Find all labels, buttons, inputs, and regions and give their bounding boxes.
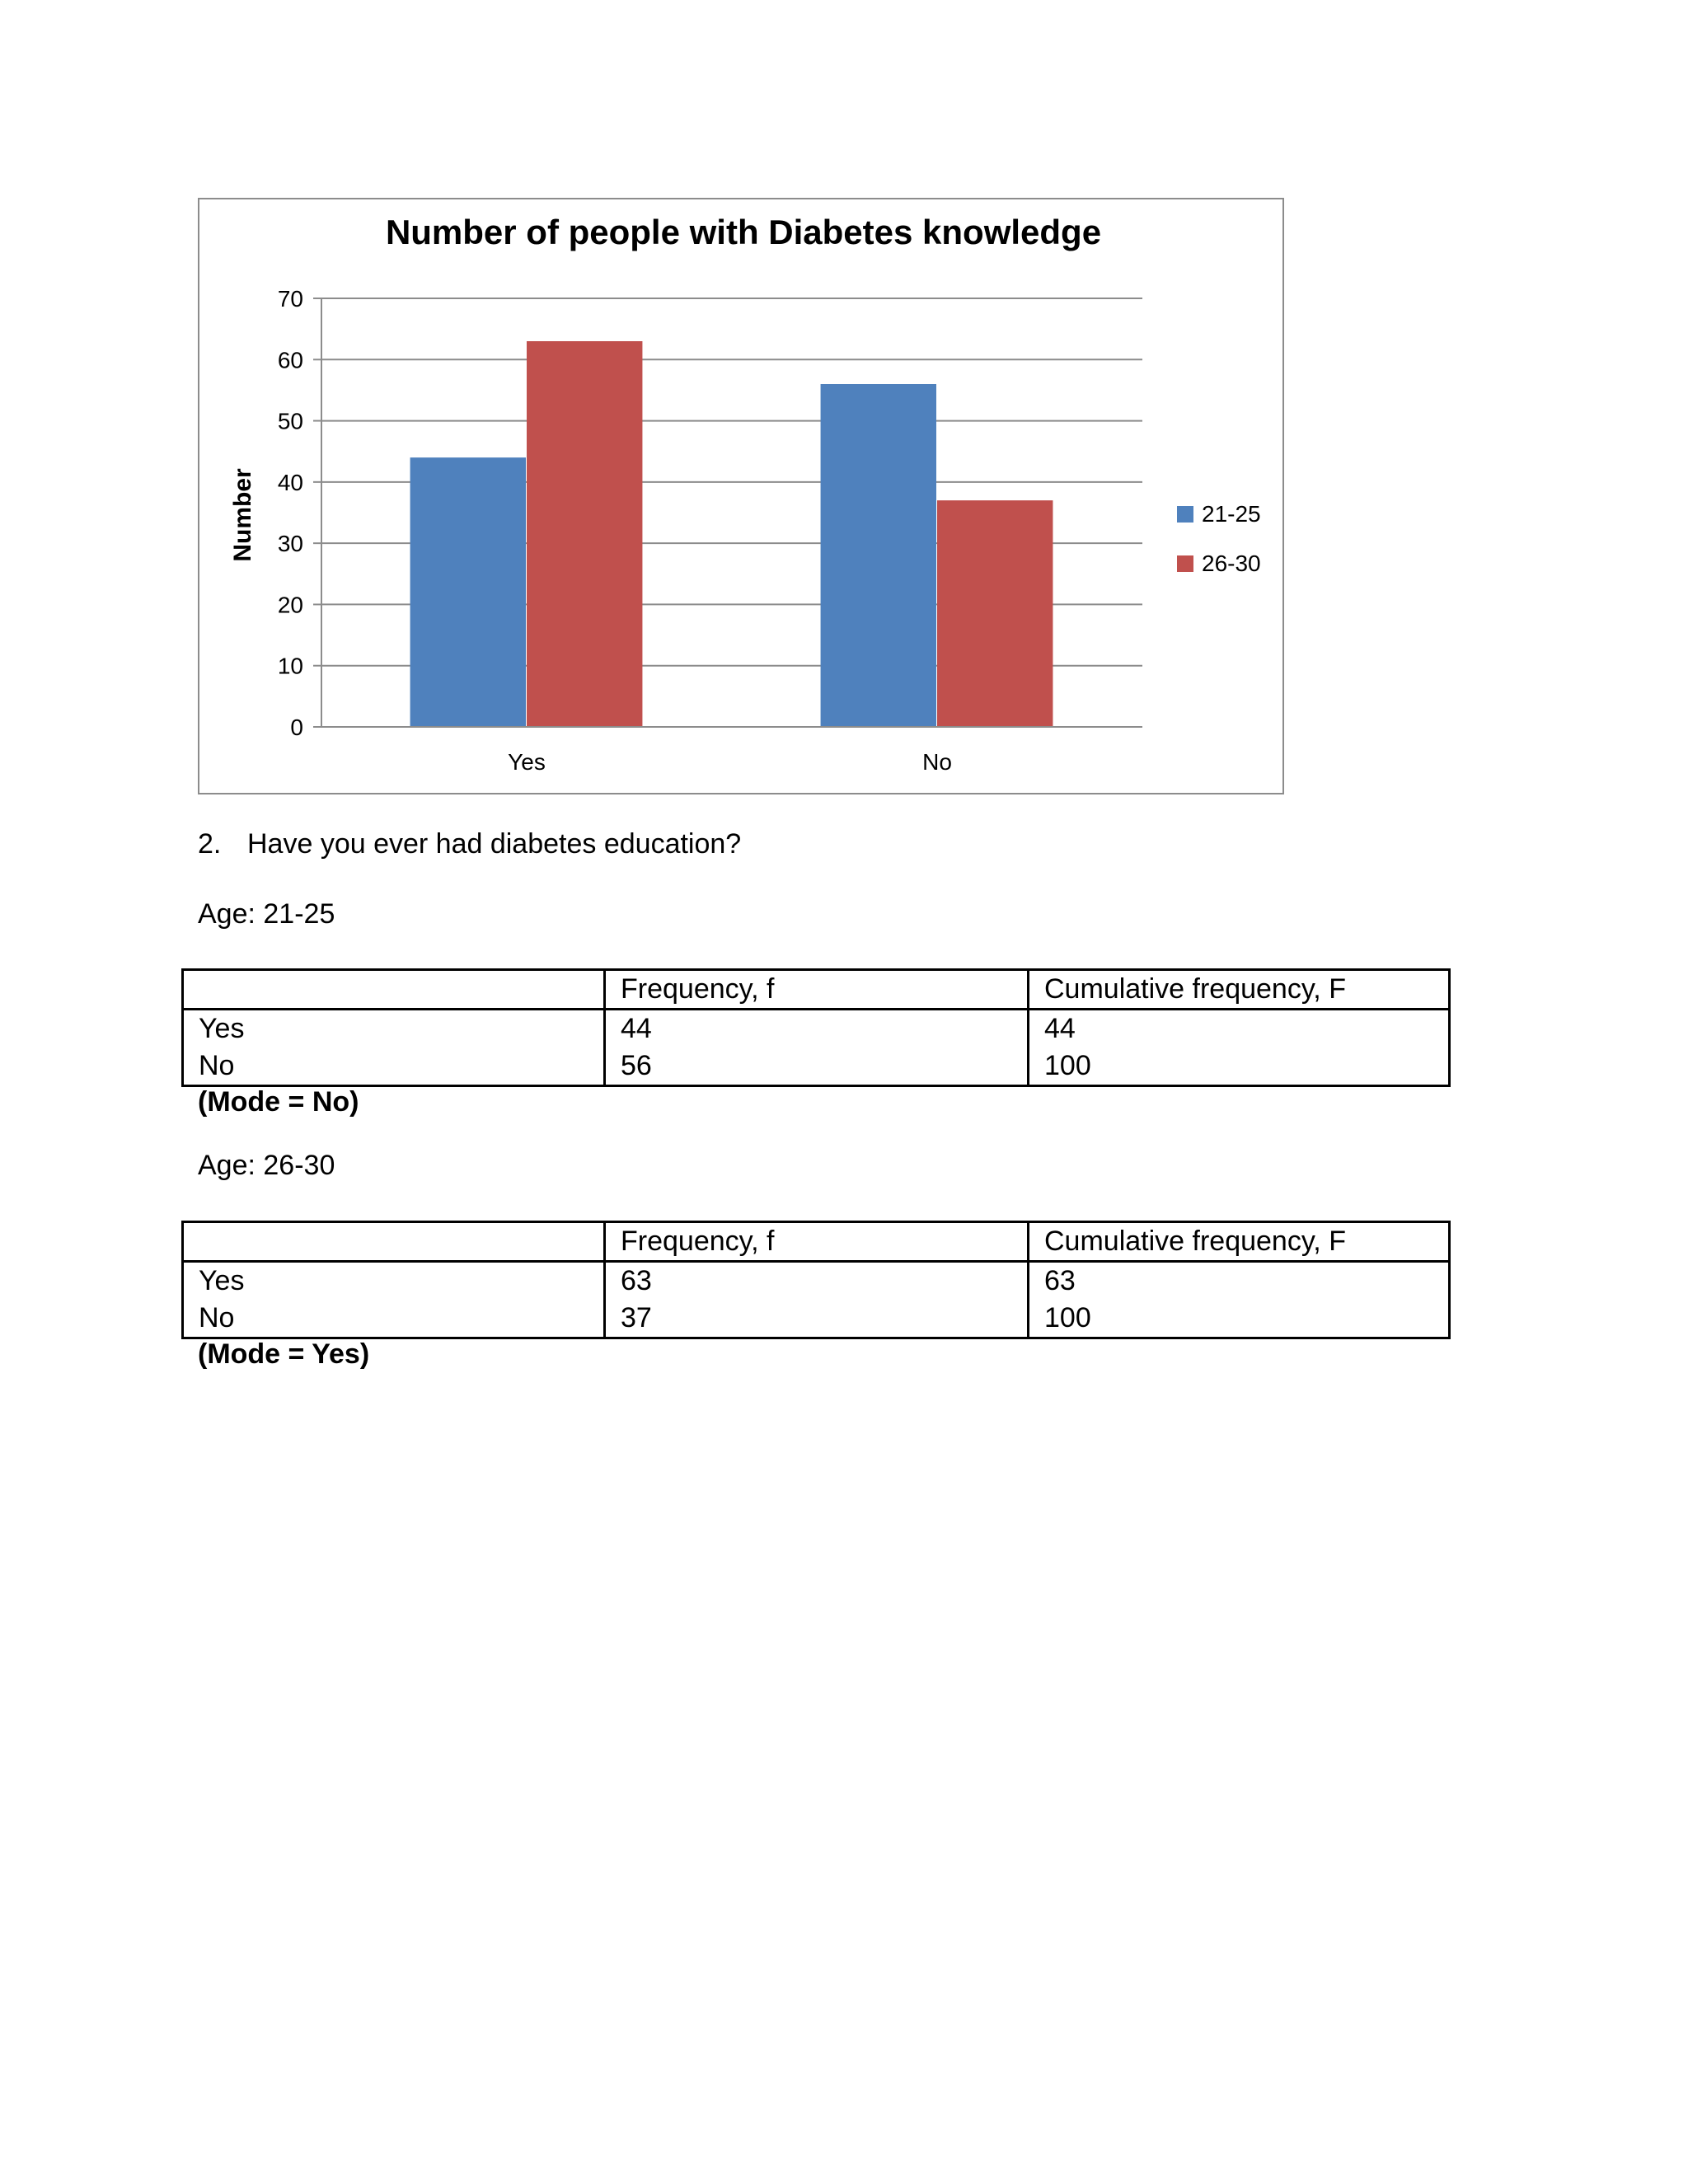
table-row (183, 1262, 1450, 1301)
table-header-cell (183, 970, 605, 1010)
table-header-cell (183, 1222, 605, 1262)
bar-no-26-30 (937, 500, 1053, 727)
legend-label: 21-25 (1202, 501, 1261, 527)
bar-no-21-25 (821, 384, 936, 727)
y-tick-label: 10 (277, 653, 303, 679)
legend-label: 26-30 (1202, 551, 1261, 576)
y-tick-label: 40 (277, 469, 303, 495)
table-header-cell: Frequency, f (605, 1222, 1029, 1262)
chart-legend (1177, 501, 1261, 576)
age-label-21-25: Age: 21-25 (198, 898, 335, 930)
chart-title: Number of people with Diabetes knowledge (385, 213, 1102, 251)
question-line (198, 828, 1022, 865)
mode-note-26-30: (Mode = Yes) (198, 1338, 370, 1370)
table-header-row (183, 970, 1450, 1010)
table-header-cell: Frequency, f (605, 970, 1029, 1010)
table-cell: 56 (605, 1047, 1029, 1086)
y-tick-label: 50 (277, 408, 303, 434)
x-tick-label: Yes (508, 749, 546, 775)
table-cell: 37 (605, 1300, 1029, 1338)
table-cell: 100 (1029, 1047, 1450, 1086)
y-tick-label: 0 (290, 715, 303, 740)
bar-yes-21-25 (410, 457, 526, 727)
legend-swatch (1177, 506, 1193, 523)
table-cell: 100 (1029, 1300, 1450, 1338)
age-label-26-30: Age: 26-30 (198, 1150, 335, 1181)
table-header-cell: Cumulative frequency, F (1029, 970, 1450, 1010)
mode-note-21-25: (Mode = No) (198, 1086, 359, 1118)
frequency-table-26-30 (181, 1221, 1451, 1339)
table-cell: No (183, 1300, 605, 1338)
y-tick-label: 20 (277, 592, 303, 618)
table-cell: 44 (605, 1010, 1029, 1048)
frequency-table-21-25 (181, 968, 1451, 1087)
y-axis-label: Number (229, 468, 256, 562)
legend-swatch (1177, 555, 1193, 572)
table-cell: 63 (605, 1262, 1029, 1301)
table-row (183, 1010, 1450, 1048)
bar-chart (198, 198, 1284, 794)
table-header-cell: Cumulative frequency, F (1029, 1222, 1450, 1262)
table-cell: 63 (1029, 1262, 1450, 1301)
y-tick-label: 70 (277, 286, 303, 312)
table-header-row (183, 1222, 1450, 1262)
table-row (183, 1300, 1450, 1338)
table-cell: 44 (1029, 1010, 1450, 1048)
table-cell: Yes (183, 1010, 605, 1048)
y-tick-label: 30 (277, 531, 303, 557)
chart-bars (410, 341, 1053, 727)
table-row (183, 1047, 1450, 1086)
table-cell: No (183, 1047, 605, 1086)
x-tick-label: No (922, 749, 952, 775)
table-cell: Yes (183, 1262, 605, 1301)
bar-yes-26-30 (527, 341, 642, 727)
question-number: 2. (198, 828, 222, 860)
question-text: Have you ever had diabetes education? (247, 828, 742, 860)
chart-svg (199, 199, 1286, 796)
y-tick-label: 60 (277, 347, 303, 373)
